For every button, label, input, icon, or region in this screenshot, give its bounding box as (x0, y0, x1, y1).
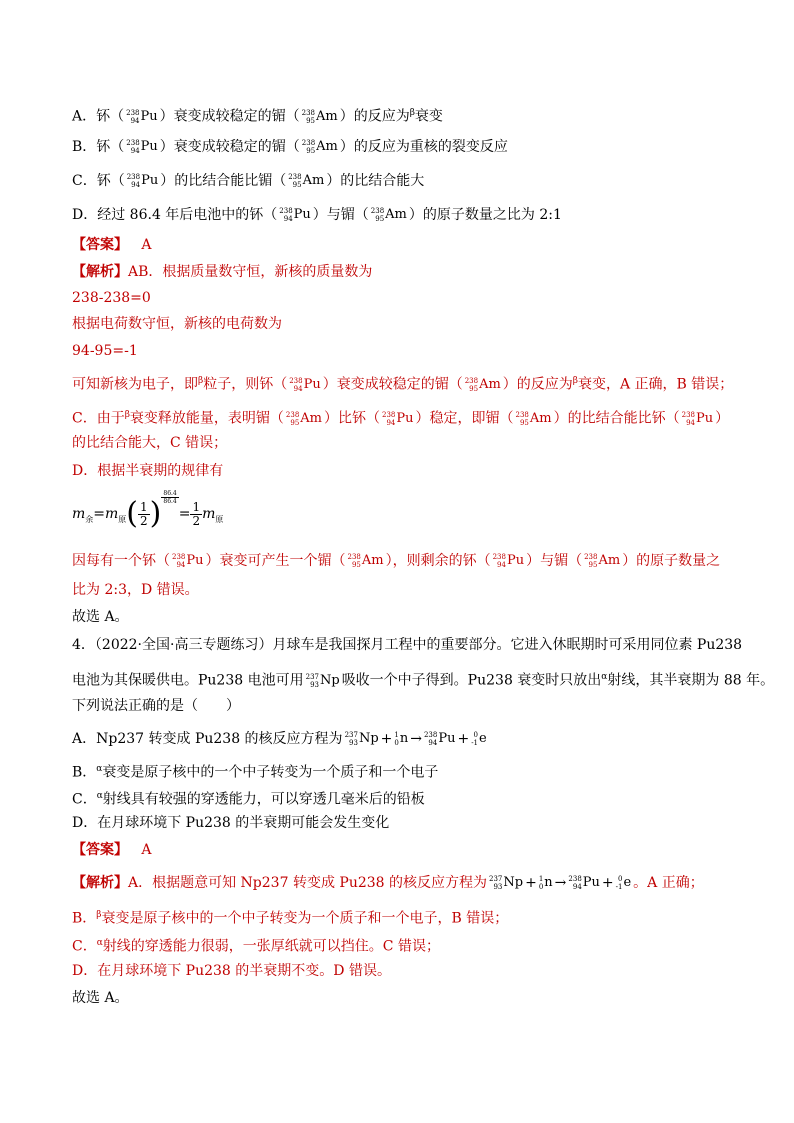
q3-analysis-line-4: 94-95=-1 (72, 343, 138, 359)
pu238-nuclide (279, 205, 311, 225)
atomic-number: 94 (283, 215, 293, 223)
pu238-nuclide (127, 171, 159, 191)
q3-option-b: B．钚（ 238 94 Pu ）衰变成较稳定的镅（ 238 95 Am ）的反应为重核的裂变反应 (72, 139, 508, 155)
mass-number: 238 (172, 553, 186, 561)
pu238-nuclide (568, 873, 600, 893)
q4-analysis-line-3: C．$^\alpha$射线的穿透能力很弱，一张厚纸就可以挡住。C 错误； (72, 938, 440, 955)
element-symbol: Pu (293, 207, 311, 222)
atomic-number: 94 (686, 418, 695, 427)
pu238-nuclide (493, 551, 525, 571)
element-symbol: n (544, 875, 553, 890)
mass-number: 238 (584, 553, 598, 561)
element-symbol: Pu (506, 553, 525, 568)
q4-option-a: A．Np237 转变成 Pu238 的核反应方程为 237 93 Np + 1 0 n → 238 94 Pu + 0 -1 e (72, 731, 487, 747)
q3-analysis-line-1: 【解析】AB．根据质量数守恒，新核的质量数为 (72, 264, 373, 280)
q4-analysis-line-1: 【解析】A．根据题意可知 Np237 转变成 Pu238 的核反应方程为 237 93 Np + 1 0 n → 238 94 Pu + 0 -1 e 。A 正确； (72, 875, 704, 891)
element-symbol: Am (598, 553, 621, 568)
electron-nuclide (616, 873, 632, 893)
q4-option-b: B．$^\alpha$衰变是原子核中的一个中子转变为一个质子和一个电子 (72, 764, 439, 781)
mass-number: 238 (492, 553, 506, 561)
atomic-number: 95 (588, 561, 598, 569)
q3-analysis-line-2: 238-238=0 (72, 290, 151, 306)
element-symbol: Pu (695, 410, 714, 426)
q4-stem-line-1: 4．（2022·全国·高三专题练习）月球车是我国探月工程中的重要部分。它进入休眠期时可采用同位素 Pu238 (72, 637, 743, 653)
am238-nuclide (286, 409, 322, 429)
am238-nuclide (302, 107, 338, 127)
element-symbol: Pu (186, 553, 204, 568)
q4-answer: 【答案】 A (72, 842, 152, 858)
atomic-number: -1 (615, 883, 623, 891)
am238-nuclide (302, 137, 338, 157)
atomic-number: 95 (469, 384, 479, 393)
q3-conclusion: 故选 A。 (72, 609, 129, 625)
element-symbol: e (623, 875, 632, 890)
am238-nuclide (465, 375, 501, 395)
pu238-nuclide (126, 137, 158, 157)
element-symbol: Pu (141, 173, 159, 188)
pu238-nuclide (682, 409, 714, 429)
mass-number: 238 (126, 108, 140, 117)
mass-number: 238 (681, 410, 695, 419)
mass-number: 0 (618, 875, 623, 883)
atomic-number: 94 (293, 384, 303, 393)
mass-number: 238 (568, 875, 582, 883)
mass-number: 1 (538, 875, 544, 883)
element-symbol: Am (316, 108, 338, 124)
q4-option-d: D．在月球环境下 Pu238 的半衰期可能会发生变化 (72, 815, 390, 831)
mass-number: 238 (423, 731, 438, 739)
atomic-number: 94 (386, 418, 396, 427)
np237-nuclide (306, 671, 340, 691)
q3-analysis-line-3: 根据电荷数守恒，新核的电荷数为 (72, 316, 282, 332)
q4-option-c: C．$^\alpha$射线具有较强的穿透能力，可以穿透几毫米后的铅板 (72, 791, 425, 808)
np237-nuclide (489, 873, 523, 893)
pu238-nuclide (424, 729, 456, 749)
mass-number: 238 (301, 108, 315, 117)
q4-stem-line-3: 下列说法正确的是（ ） (72, 698, 240, 714)
q3-option-d: D．经过 86.4 年后电池中的钚（ 238 94 Pu ）与镅（ 238 95 Am ）的原子数量之比为 2:1 (72, 207, 562, 223)
element-symbol: Am (361, 553, 384, 568)
mass-number: 238 (279, 207, 293, 215)
q3-analysis-line-5: 可知新核为电子，即$^\beta$粒子，则钚（ 238 94 Pu ）衰变成较稳定的镅（ 238 95 Am ）的反应为$^\beta$衰变，A 正确，B 错误； (72, 376, 734, 393)
electron-nuclide (471, 729, 487, 749)
element-symbol: Pu (582, 875, 600, 890)
mass-number: 237 (489, 875, 503, 883)
element-symbol: Np (319, 672, 340, 688)
pu238-nuclide (289, 375, 321, 395)
atomic-number: 94 (130, 116, 140, 125)
q3-analysis-line-7: 的比结合能大，C 错误； (72, 435, 228, 451)
mass-number: 237 (344, 731, 358, 739)
mass-number: 238 (126, 173, 141, 181)
mass-number: 238 (382, 410, 396, 419)
q3-analysis-line-6: C．由于$^\beta$衰变释放能量，表明镅（ 238 95 Am ）比钚（ 238 94 Pu ）稳定，即镅（ 238 95 Am ）的比结合能比钚（ 238 94 Pu ） (72, 410, 730, 427)
atomic-number: -1 (471, 739, 479, 747)
mass-number: 237 (305, 672, 319, 681)
am238-nuclide (516, 409, 552, 429)
mass-number: 238 (289, 376, 303, 385)
atomic-number: 94 (130, 147, 140, 155)
element-symbol: Np (358, 731, 379, 746)
element-symbol: Am (300, 410, 323, 426)
mass-number: 238 (464, 376, 479, 385)
atomic-number: 95 (292, 181, 302, 189)
atomic-number: 95 (375, 215, 385, 223)
q3-analysis-line-9: 因每有一个钚（ 238 94 Pu ）衰变可产生一个镅（ 238 95 Am ），则剩余的钚（ 238 94 Pu ）与镅（ 238 95 Am ）的原子数量之 (72, 553, 721, 569)
q3-analysis-line-10: 比为 2:3，D 错误。 (72, 582, 199, 598)
atomic-number: 95 (306, 116, 315, 125)
q3-analysis-line-8: D．根据半衰期的规律有 (72, 463, 224, 479)
pu238-nuclide (382, 409, 414, 429)
element-symbol: n (399, 731, 409, 746)
element-symbol: Pu (438, 731, 456, 746)
mass-number: 238 (285, 410, 300, 419)
atomic-number: 95 (290, 418, 300, 427)
pu238-nuclide (172, 551, 204, 571)
element-symbol: e (479, 731, 487, 746)
atomic-number: 94 (176, 561, 186, 569)
q4-analysis-line-4: D．在月球环境下 Pu238 的半衰期不变。D 错误。 (72, 963, 391, 979)
mass-number: 0 (473, 731, 479, 739)
mass-number: 238 (370, 207, 385, 215)
atomic-number: 93 (349, 739, 358, 747)
atomic-number: 94 (572, 883, 582, 891)
mass-number: 238 (288, 173, 302, 181)
element-symbol: Am (316, 139, 338, 154)
element-symbol: Am (529, 410, 552, 426)
element-symbol: Am (302, 173, 325, 188)
element-symbol: Np (503, 875, 524, 890)
np237-nuclide (345, 729, 379, 749)
am238-nuclide (288, 171, 324, 191)
element-symbol: Pu (303, 376, 321, 392)
element-symbol: Am (385, 207, 407, 222)
element-symbol: Am (479, 376, 501, 392)
mass-number: 238 (126, 139, 140, 147)
am238-nuclide (371, 205, 407, 225)
atomic-number: 94 (497, 561, 506, 569)
element-symbol: Pu (396, 410, 414, 426)
mass-number: 1 (394, 731, 399, 739)
atomic-number: 95 (351, 561, 361, 569)
mass-number: 238 (301, 139, 316, 147)
atomic-number: 95 (306, 147, 316, 155)
element-symbol: Pu (140, 108, 158, 124)
q3-option-c: C．钚（ 238 94 Pu ）的比结合能比镅（ 238 95 Am ）的比结合能大 (72, 173, 425, 189)
atomic-number: 0 (538, 883, 544, 891)
am238-nuclide (584, 551, 620, 571)
atomic-number: 0 (394, 739, 399, 747)
q4-analysis-line-2: B．$^\beta$衰变是原子核中的一个中子转变为一个质子和一个电子，B 错误； (72, 910, 509, 927)
neutron-nuclide (539, 873, 553, 893)
atomic-number: 95 (519, 418, 529, 427)
atomic-number: 94 (131, 181, 141, 189)
q4-conclusion: 故选 A。 (72, 990, 129, 1006)
element-symbol: Pu (140, 139, 158, 154)
half-life-formula: $m_余=m_原$( $\frac{1}{2}$ ) $\frac{86.4}{86.4}$ = $\frac{1}{2}$ $m_原$ (72, 490, 224, 531)
atomic-number: 93 (493, 883, 503, 891)
mass-number: 238 (347, 553, 361, 561)
mass-number: 238 (515, 410, 529, 419)
q3-answer: 【答案】 A (72, 237, 152, 253)
pu238-nuclide (126, 107, 158, 127)
am238-nuclide (348, 551, 384, 571)
q3-option-a: A．钚（ 238 94 Pu ）衰变成较稳定的镅（ 238 95 Am ）的反应为$^\beta$衰变 (72, 108, 443, 125)
q4-stem-line-2: 电池为其保暖供电。Pu238 电池可用 237 93 Np 吸收一个中子得到。Pu238 衰变时只放出$^\alpha$射线，其半衰期为 88 年。 (72, 672, 775, 689)
atomic-number: 93 (310, 680, 319, 689)
atomic-number: 94 (428, 739, 438, 747)
neutron-nuclide (394, 729, 408, 749)
